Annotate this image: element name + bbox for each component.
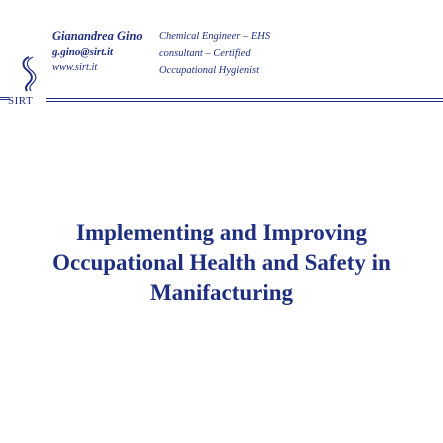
contact-email[interactable]: g.gino@sirt.it [52, 46, 114, 58]
contact-block [52, 28, 142, 75]
role-line-3: Occupational Hygienist [159, 65, 260, 76]
role-line-1: Chemical Engineer – EHS [159, 31, 271, 42]
contact-name: Gianandrea Gino [52, 29, 143, 43]
header-rule-main [46, 98, 443, 102]
roles-block [159, 28, 299, 79]
slide-title [20, 218, 423, 308]
brand-name: SIRT [8, 95, 34, 107]
title-line-2: Occupational Health and Safety in [52, 250, 391, 275]
contact-website[interactable]: www.sirt.it [52, 62, 98, 73]
slide-header [0, 0, 443, 110]
title-line-3: Manifacturing [149, 280, 294, 305]
role-line-2: consultant – Certified [159, 48, 251, 59]
title-line-1: Implementing and Improving [76, 220, 367, 245]
sirt-logo-icon [18, 56, 40, 92]
